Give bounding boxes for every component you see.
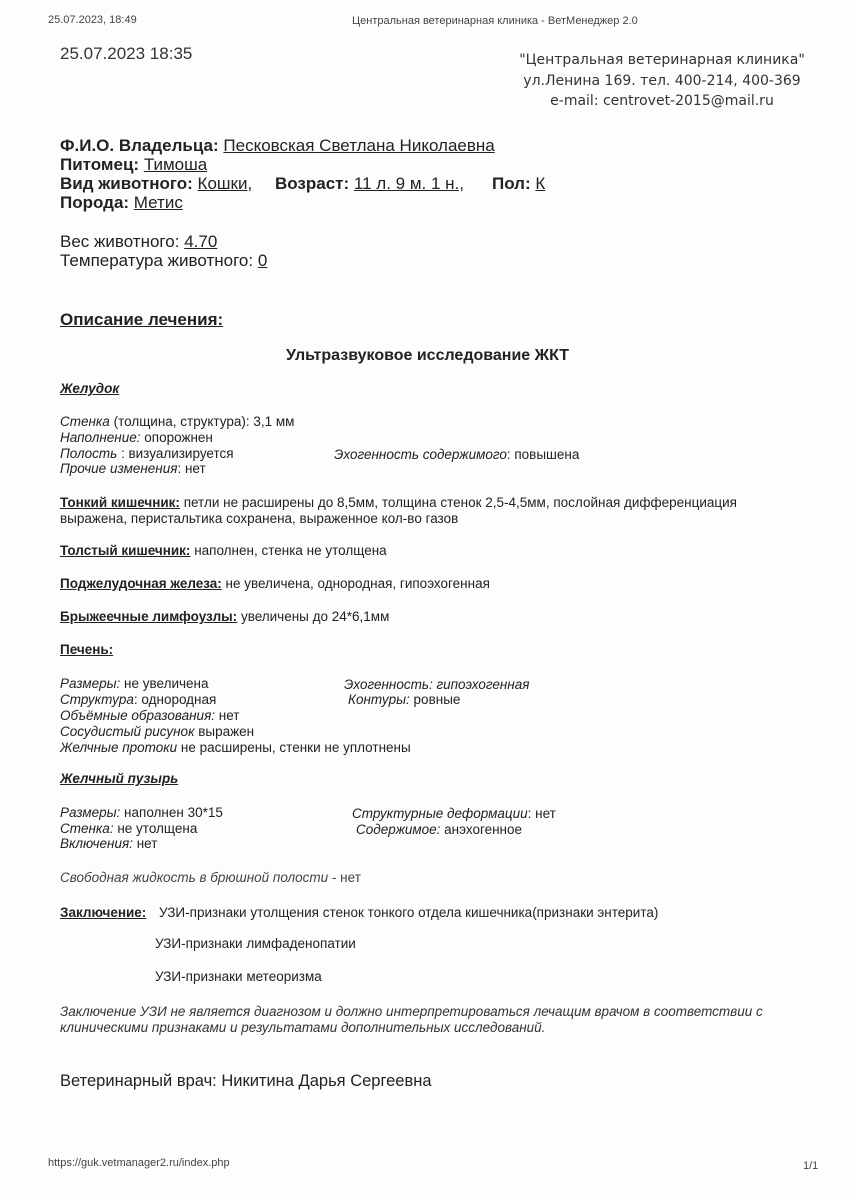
clinic-email: e-mail: centrovet-2015@mail.ru bbox=[550, 93, 774, 109]
weight-value: 4.70 bbox=[184, 232, 218, 251]
gallbladder-wall-value: не утолщена bbox=[113, 821, 198, 836]
stomach-other bbox=[60, 461, 206, 477]
liver-masses-value: нет bbox=[215, 708, 240, 723]
breed-row bbox=[60, 193, 183, 213]
weight-row bbox=[60, 232, 217, 252]
liver-masses bbox=[60, 708, 239, 724]
stomach-cavity bbox=[60, 446, 234, 462]
gallbladder-inclusions-value: нет bbox=[132, 836, 158, 851]
conclusion-item-3: УЗИ-признаки метеоризма bbox=[155, 969, 322, 984]
liver-masses-label: Объёмные образования: bbox=[60, 708, 216, 723]
stomach-wall-value: (толщина, структура): 3,1 мм bbox=[109, 414, 295, 429]
temp-value: 0 bbox=[257, 251, 268, 270]
gallbladder-wall-label: Стенка: bbox=[60, 821, 114, 836]
stomach-other-label: Прочие изменения bbox=[60, 461, 178, 476]
age-label: Возраст: bbox=[275, 174, 350, 193]
treatment-heading: Описание лечения: bbox=[60, 310, 224, 329]
stomach-echo bbox=[334, 447, 579, 463]
liver-vascular-label: Сосудистый рисунок bbox=[60, 724, 195, 739]
breed-label: Порода: bbox=[60, 193, 130, 212]
pet-row bbox=[60, 155, 207, 175]
gallbladder-heading: Желчный пузырь bbox=[60, 771, 179, 786]
stomach-wall-label: Стенка bbox=[60, 414, 110, 429]
footer-url: https://guk.vetmanager2.ru/index.php bbox=[48, 1157, 230, 1169]
liver-structure bbox=[60, 692, 216, 708]
gallbladder-content-label: Содержимое: bbox=[356, 822, 441, 837]
liver-ducts-value: не расширены, стенки не уплотнены bbox=[177, 740, 411, 755]
conclusion-item-2: УЗИ-признаки лимфаденопатии bbox=[155, 936, 356, 951]
stomach-heading: Желудок bbox=[60, 381, 120, 396]
gallbladder-content-value: анэхогенное bbox=[440, 822, 523, 837]
small-intestine-label: Тонкий кишечник: bbox=[60, 495, 180, 510]
pancreas bbox=[60, 576, 490, 592]
liver-contours bbox=[348, 692, 460, 708]
owner-label: Ф.И.О. Владельца: bbox=[60, 136, 219, 155]
gallbladder-content bbox=[356, 822, 522, 838]
report-datetime: 25.07.2023 18:35 bbox=[60, 44, 193, 63]
gallbladder-wall bbox=[60, 821, 197, 837]
gallbladder-inclusions bbox=[60, 836, 157, 852]
pet-value: Тимоша bbox=[143, 155, 208, 174]
print-datetime: 25.07.2023, 18:49 bbox=[48, 14, 137, 26]
large-intestine bbox=[60, 543, 387, 559]
temp-label: Температура животного: bbox=[60, 251, 254, 270]
exam-title: Ультразвуковое исследование ЖКТ bbox=[286, 347, 570, 364]
stomach-echo-value: : повышена bbox=[506, 447, 580, 462]
pancreas-text: не увеличена, однородная, гипоэхогенная bbox=[221, 576, 490, 591]
age-row bbox=[275, 174, 464, 194]
weight-label: Вес животного: bbox=[60, 232, 180, 251]
conclusion-label: Заключение: bbox=[60, 905, 147, 920]
free-fluid-value: - нет bbox=[328, 870, 361, 885]
clinic-name: "Центральная ветеринарная клиника" bbox=[519, 52, 805, 68]
lymph-nodes-label: Брыжеечные лимфоузлы: bbox=[60, 609, 238, 624]
free-fluid bbox=[60, 870, 361, 886]
vet-row bbox=[60, 1072, 432, 1091]
gallbladder-size bbox=[60, 805, 223, 821]
liver-structure-value: : однородная bbox=[133, 692, 217, 707]
liver-echo: Эхогенность: гипоэхогенная bbox=[344, 677, 530, 692]
free-fluid-label: Свободная жидкость в брюшной полости bbox=[60, 870, 329, 885]
clinic-address: ул.Ленина 169. тел. 400-214, 400-369 bbox=[523, 73, 801, 89]
small-intestine bbox=[60, 495, 795, 527]
liver-ducts-label: Желчные протоки bbox=[60, 740, 178, 755]
lymph-nodes-text: увеличены до 24*6,1мм bbox=[237, 609, 390, 624]
gallbladder-deform bbox=[352, 806, 556, 822]
liver-heading: Печень: bbox=[60, 642, 114, 657]
conclusion-item-1: УЗИ-признаки утолщения стенок тонкого отдела кишечника(признаки энтерита) bbox=[159, 905, 659, 920]
stomach-wall bbox=[60, 414, 294, 430]
gallbladder-inclusions-label: Включения: bbox=[60, 836, 133, 851]
sex-label: Пол: bbox=[492, 174, 531, 193]
species-label: Вид животного: bbox=[60, 174, 193, 193]
print-title: Центральная ветеринарная клиника - ВетМенеджер 2.0 bbox=[352, 15, 638, 27]
stomach-filling bbox=[60, 430, 213, 446]
stomach-echo-label: Эхогенность содержимого bbox=[334, 447, 507, 462]
liver-vascular-value: выражен bbox=[194, 724, 255, 739]
liver-structure-label: Структура bbox=[60, 692, 134, 707]
large-intestine-label: Толстый кишечник: bbox=[60, 543, 191, 558]
large-intestine-text: наполнен, стенка не утолщена bbox=[190, 543, 387, 558]
breed-value: Метис bbox=[133, 193, 183, 212]
stomach-filling-label: Наполнение: bbox=[60, 430, 141, 445]
owner-row bbox=[60, 136, 495, 156]
liver-size bbox=[60, 676, 209, 692]
liver-ducts bbox=[60, 740, 411, 756]
sex-value: К bbox=[535, 174, 546, 193]
pet-label: Питомец: bbox=[60, 155, 140, 174]
liver-size-value: не увеличена bbox=[120, 676, 209, 691]
liver-contours-label: Контуры: bbox=[348, 692, 410, 707]
stomach-cavity-label: Полость bbox=[60, 446, 118, 461]
liver-size-label: Размеры: bbox=[60, 676, 121, 691]
liver-contours-value: ровные bbox=[409, 692, 461, 707]
disclaimer: Заключение УЗИ не является диагнозом и должно интерпретироваться лечащим врачом в соответствии с клиническими признаками и результатами дополнительных исследований. bbox=[60, 1004, 763, 1035]
temp-row bbox=[60, 251, 267, 271]
gallbladder-deform-label: Структурные деформации bbox=[352, 806, 528, 821]
footer-page: 1/1 bbox=[803, 1160, 819, 1172]
liver-vascular bbox=[60, 724, 254, 740]
lymph-nodes bbox=[60, 609, 389, 625]
species-row bbox=[60, 174, 252, 194]
vet-label: Ветеринарный врач: bbox=[60, 1072, 217, 1090]
stomach-filling-value: опорожнен bbox=[140, 430, 213, 445]
vet-name: Никитина Дарья Сергеевна bbox=[221, 1072, 432, 1090]
gallbladder-size-value: наполнен 30*15 bbox=[120, 805, 223, 820]
gallbladder-size-label: Размеры: bbox=[60, 805, 121, 820]
sex-row bbox=[492, 174, 545, 194]
small-intestine-text: петли не расширены до 8,5мм, толщина стенок 2,5-4,5мм, послойная дифференциация выражена, перистальтика сохранена, выраженное кол-во газов bbox=[60, 495, 737, 526]
owner-value: Песковская Светлана Николаевна bbox=[223, 136, 495, 155]
pancreas-label: Поджелудочная железа: bbox=[60, 576, 222, 591]
species-value: Кошки, bbox=[197, 174, 253, 193]
stomach-other-value: : нет bbox=[177, 461, 206, 476]
stomach-cavity-value: : визуализируется bbox=[117, 446, 234, 461]
gallbladder-deform-value: : нет bbox=[527, 806, 556, 821]
age-value: 11 л. 9 м. 1 н., bbox=[353, 174, 464, 193]
